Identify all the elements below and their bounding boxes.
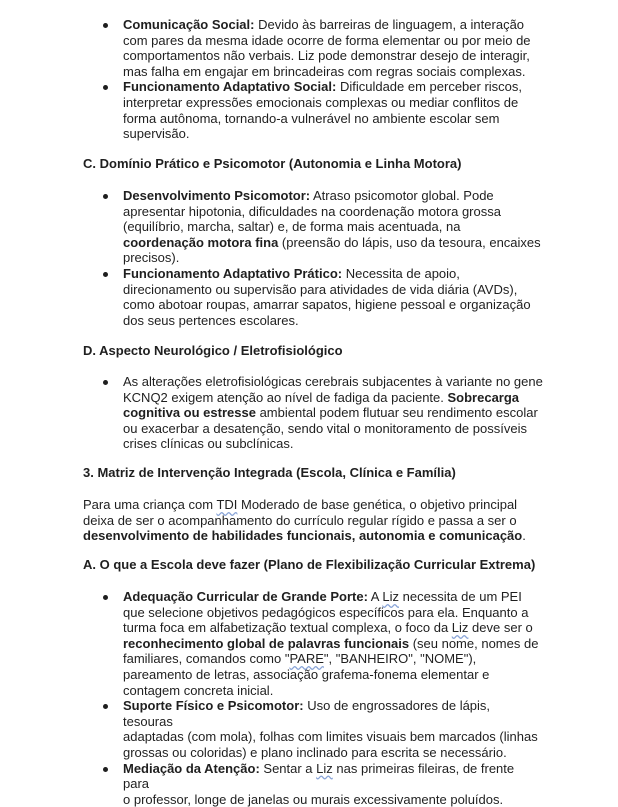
section-heading-c: C. Domínio Prático e Psicomotor (Autonomia e Linha Motora)	[83, 156, 462, 171]
item-label: Funcionamento Adaptativo Social:	[123, 79, 337, 95]
bullet-icon	[103, 380, 108, 385]
item-label: Desenvolvimento Psicomotor:	[123, 188, 311, 203]
bullet-icon	[103, 272, 108, 277]
list-item-text: Funcionamento Adaptativo Prático: Necessita de apoio, direcionamento ou supervisão para atividades de vida diária (AVDs), como abotoar roupas, amarrar sapatos, higiene pessoal e organização dos seus pertences escolares.	[123, 265, 531, 328]
item-label: Adequação Curricular de Grande Porte:	[123, 589, 368, 604]
bullet-icon	[103, 767, 108, 772]
text-line: comportamentos não verbais. Liz pode demonstrar desejo de interagir,	[123, 48, 530, 64]
item-label: Funcionamento Adaptativo Prático:	[123, 265, 343, 281]
item-label: Mediação da Atenção:	[123, 760, 260, 776]
text-line: forma autônoma, tornando-a vulnerável no ambiente escolar sem	[123, 110, 500, 126]
social-list	[0, 17, 618, 142]
item-label: Comunicação Social:	[123, 17, 255, 32]
list-item-text: Desenvolvimento Psicomotor: Atraso psicomotor global. Pode apresentar hipotonia, dificuldades na coordenação motora grossa (equilíbrio, marcha, saltar) e, de forma mais acentuada, na coordenação motora fina (preensão do lápis, uso da tesoura, encaixes precisos).	[123, 188, 541, 266]
section-heading-3: 3. Matriz de Intervenção Integrada (Escola, Clínica e Família)	[83, 465, 456, 480]
spellcheck-word: Liz	[451, 620, 469, 636]
bullet-icon	[103, 23, 108, 28]
text-line: Dificuldade em perceber riscos,	[336, 79, 523, 95]
list-item	[0, 698, 618, 760]
list-item	[0, 761, 618, 807]
bullet-icon	[103, 194, 108, 199]
text-line: mas falha em engajar em brincadeiras com regras sociais complexas.	[123, 63, 526, 79]
bullet-icon	[103, 595, 108, 600]
item-label: Suporte Físico e Psicomotor:	[123, 698, 304, 714]
section-heading-a: A. O que a Escola deve fazer (Plano de Flexibilização Curricular Extrema)	[83, 557, 536, 572]
list-item-text	[123, 79, 543, 141]
list-item-text: Adequação Curricular de Grande Porte: A Liz necessita de um PEI que selecione objetivos pedagógicos específicos para ela. Enquanto a turma foca em alfabetização textual complexa, o foco da Liz deve ser o reconhecimento global de palavras funcionais (seu nome, nomes de familiares, comandos como "PARE", "BANHEIRO", "NOME"), pareamento de letras, associação grafema-fonema elementar e contagem concreta inicial.	[123, 589, 539, 698]
list-item-text: As alterações eletrofisiológicas cerebrais subjacentes à variante no gene KCNQ2 exigem atenção ao nível de fadiga da paciente. Sobrecarga cognitiva ou estresse ambiental podem flutuar seu rendimento escolar ou exacerbar a desatenção, sendo vital o monitoramento de possíveis crises clínicas ou subclínicas.	[123, 374, 543, 452]
text-line: com pares da mesma idade ocorre de forma elementar ou por meio de	[123, 32, 531, 48]
text-line: interpretar expressões emocionais complexas ou mediar conflitos de	[123, 94, 519, 110]
spellcheck-word: Liz	[382, 589, 399, 604]
bullet-icon	[103, 85, 108, 90]
text-line: Devido às barreiras de linguagem, a interação	[254, 17, 525, 32]
list-item-text: Suporte Físico e Psicomotor: Uso de engrossadores de lápis, tesouras adaptadas (com mola), folhas com limites visuais bem marcados (linhas grossas ou coloridas) e plano inclinado para escrita se necessário.	[123, 698, 538, 760]
list-item	[0, 374, 618, 452]
list-item-text: Mediação da Atenção: Sentar a Liz nas primeiras fileiras, de frente para o professor, longe de janelas ou murais excessivamente poluídos.	[123, 760, 515, 807]
list-item	[0, 188, 618, 266]
section-heading-d: D. Aspecto Neurológico / Eletrofisiológico	[83, 343, 343, 358]
spellcheck-word: PARE	[289, 651, 324, 667]
list-item	[0, 79, 618, 141]
spellcheck-word: Liz	[316, 760, 333, 776]
list-item	[0, 589, 618, 698]
spellcheck-word: TDI	[216, 497, 238, 512]
intro-paragraph: Para uma criança com TDI Moderado de base genética, o objetivo principal deixa de ser o acompanhamento do currículo regular rígido e passa a ser o desenvolvimento de habilidades funcionais, autonomia e comunicação.	[83, 497, 526, 544]
list-item-text	[123, 17, 543, 79]
text-line: supervisão.	[123, 126, 190, 142]
bullet-icon	[103, 704, 108, 709]
psychomotor-list	[0, 188, 618, 328]
neuro-list	[0, 374, 618, 452]
list-item	[0, 266, 618, 328]
school-plan-list	[0, 589, 618, 807]
list-item	[0, 17, 618, 79]
